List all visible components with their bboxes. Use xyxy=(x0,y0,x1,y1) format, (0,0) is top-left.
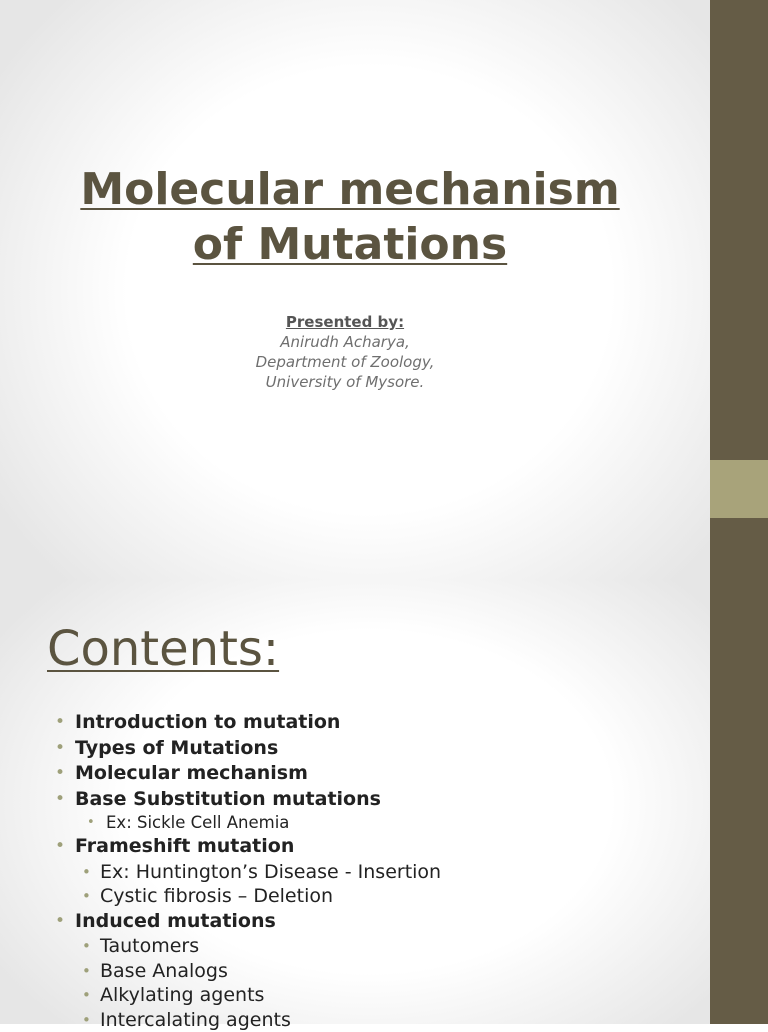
bullet-icon: • xyxy=(55,787,65,813)
bullet-icon: • xyxy=(55,834,65,860)
list-item xyxy=(55,909,441,935)
list-item xyxy=(55,761,441,787)
bullet-icon: • xyxy=(82,959,91,984)
list-item-text: Molecular mechanism xyxy=(75,762,308,784)
title-line-1: Molecular mechanism xyxy=(80,164,619,215)
list-item-text: Intercalating agents xyxy=(100,1009,291,1031)
bullet-icon: • xyxy=(82,884,91,909)
side-accent-bar-bottom xyxy=(710,518,768,1024)
list-item xyxy=(55,710,441,736)
list-item xyxy=(55,834,441,860)
sub-list-item xyxy=(55,860,441,885)
sub-list-item xyxy=(55,1008,441,1032)
list-item-text: Types of Mutations xyxy=(75,737,278,759)
bullet-icon: • xyxy=(55,710,65,736)
list-item-text: Alkylating agents xyxy=(100,984,264,1006)
bullet-icon: • xyxy=(87,812,95,834)
bullet-icon: • xyxy=(82,983,91,1008)
title-line-2: of Mutations xyxy=(193,219,507,270)
contents-list xyxy=(55,710,441,1032)
side-accent-bar-highlight xyxy=(710,460,768,518)
bullet-icon: • xyxy=(55,761,65,787)
list-item-text: Ex: Huntington’s Disease - Insertion xyxy=(100,861,441,883)
list-item-text: Frameshift mutation xyxy=(75,835,294,857)
university-name: University of Mysore. xyxy=(0,372,690,392)
list-item-text: Tautomers xyxy=(100,935,199,957)
list-item-text: Cystic fibrosis – Deletion xyxy=(100,885,333,907)
list-item-text: Base Analogs xyxy=(100,960,228,982)
slide-title xyxy=(0,162,700,272)
author-name: Anirudh Acharya, xyxy=(0,332,690,352)
list-item-text: Ex: Sickle Cell Anemia xyxy=(106,813,289,832)
bullet-icon: • xyxy=(55,909,65,935)
sub-list-item xyxy=(55,884,441,909)
presented-by-label: Presented by: xyxy=(0,312,690,332)
list-item xyxy=(55,736,441,762)
bullet-icon: • xyxy=(82,934,91,959)
sub-list-item xyxy=(55,959,441,984)
sub-list-item xyxy=(55,983,441,1008)
bullet-icon: • xyxy=(82,860,91,885)
bullet-icon: • xyxy=(82,1008,91,1032)
list-item-text: Introduction to mutation xyxy=(75,711,340,733)
contents-heading: Contents: xyxy=(47,620,279,678)
department-name: Department of Zoology, xyxy=(0,352,690,372)
side-accent-bar-top xyxy=(710,0,768,460)
list-item xyxy=(55,787,441,813)
sub-list-item xyxy=(55,812,441,834)
list-item-text: Induced mutations xyxy=(75,910,276,932)
presenter-info xyxy=(0,312,690,392)
bullet-icon: • xyxy=(55,736,65,762)
list-item-text: Base Substitution mutations xyxy=(75,788,381,810)
sub-list-item xyxy=(55,934,441,959)
